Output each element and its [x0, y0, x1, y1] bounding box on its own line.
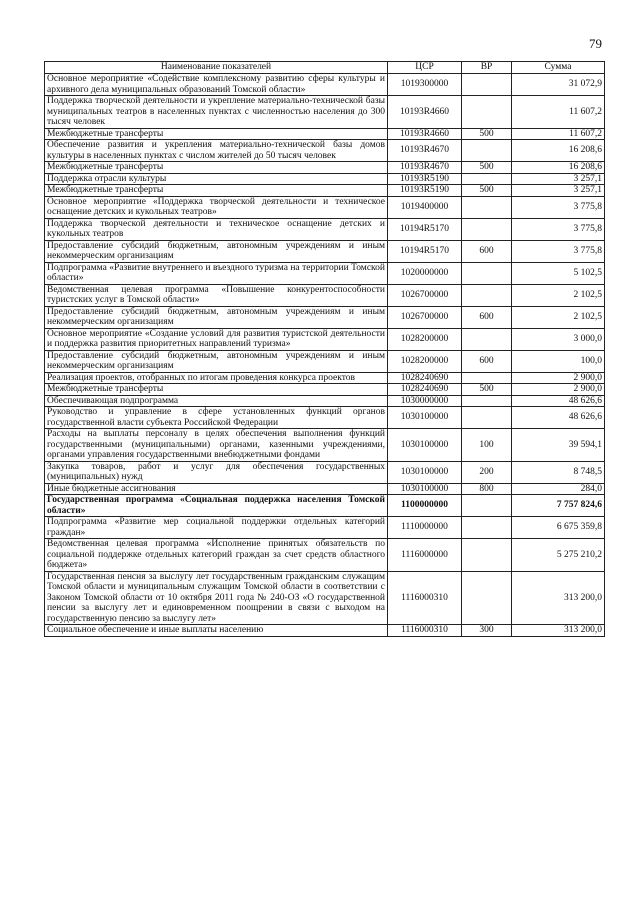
- table-row: [45, 495, 605, 517]
- row-csr-cell: 1030100000: [388, 407, 462, 429]
- row-vr-cell: 600: [462, 306, 512, 328]
- table-row: [45, 96, 605, 129]
- table-row: [45, 539, 605, 572]
- table-row: [45, 328, 605, 350]
- table-row: [45, 173, 605, 185]
- row-csr-cell: 1028200000: [388, 328, 462, 350]
- row-name-cell: Межбюджетные трансферты: [45, 384, 388, 396]
- table-row: [45, 350, 605, 372]
- row-csr-cell: 1030100000: [388, 461, 462, 483]
- row-csr-cell: 1110000000: [388, 517, 462, 539]
- row-vr-cell: 500: [462, 185, 512, 197]
- row-sum-cell: 7 757 824,6: [512, 495, 605, 517]
- row-sum-cell: 6 675 359,8: [512, 517, 605, 539]
- table-row: [45, 384, 605, 396]
- row-name-cell: Основное мероприятие «Поддержка творческой деятельности и техническое оснащение детских и кукольных театров»: [45, 196, 388, 218]
- header-vr: ВР: [462, 62, 512, 74]
- header-sum: Сумма: [512, 62, 605, 74]
- row-sum-cell: 16 208,6: [512, 162, 605, 174]
- row-name-cell: Иные бюджетные ассигнования: [45, 483, 388, 495]
- table-row: [45, 162, 605, 174]
- row-sum-cell: 313 200,0: [512, 625, 605, 637]
- row-name-cell: Межбюджетные трансферты: [45, 128, 388, 140]
- row-vr-cell: [462, 196, 512, 218]
- row-name-cell: Поддержка творческой деятельности и укрепление материально-технической базы муниципальных театров в населенных пунктах с численностью населения до 300 тысяч человек: [45, 96, 388, 129]
- row-name-cell: Подпрограмма «Развитие мер социальной поддержки отдельных категорий граждан»: [45, 517, 388, 539]
- table-row: [45, 407, 605, 429]
- row-name-cell: Межбюджетные трансферты: [45, 162, 388, 174]
- row-name-cell: Закупка товаров, работ и услуг для обеспечения государственных (муниципальных) нужд: [45, 461, 388, 483]
- row-name-cell: Реализация проектов, отобранных по итогам проведения конкурса проектов: [45, 372, 388, 384]
- row-vr-cell: [462, 262, 512, 284]
- row-csr-cell: 1116000310: [388, 625, 462, 637]
- table-row: [45, 372, 605, 384]
- row-csr-cell: 1100000000: [388, 495, 462, 517]
- row-vr-cell: [462, 173, 512, 185]
- row-vr-cell: [462, 407, 512, 429]
- row-sum-cell: 16 208,6: [512, 140, 605, 162]
- row-name-cell: Обеспечение развития и укрепления материально-технической базы домов культуры в населенных пунктах с числом жителей до 50 тысяч человек: [45, 140, 388, 162]
- row-vr-cell: 500: [462, 162, 512, 174]
- row-sum-cell: 2 102,5: [512, 284, 605, 306]
- row-vr-cell: [462, 140, 512, 162]
- table-row: [45, 128, 605, 140]
- row-vr-cell: [462, 539, 512, 572]
- row-csr-cell: 1026700000: [388, 284, 462, 306]
- row-vr-cell: [462, 96, 512, 129]
- row-vr-cell: [462, 74, 512, 96]
- table-row: [45, 196, 605, 218]
- row-sum-cell: 3 257,1: [512, 173, 605, 185]
- row-vr-cell: [462, 517, 512, 539]
- row-name-cell: Основное мероприятие «Создание условий для развития туристской деятельности и поддержка развития приоритетных направлений туризма»: [45, 328, 388, 350]
- row-name-cell: Подпрограмма «Развитие внутреннего и въездного туризма на территории Томской области»: [45, 262, 388, 284]
- row-name-cell: Руководство и управление в сфере установленных функций органов государственной власти субъекта Российской Федерации: [45, 407, 388, 429]
- row-sum-cell: 31 072,9: [512, 74, 605, 96]
- row-vr-cell: [462, 218, 512, 240]
- row-name-cell: Ведомственная целевая программа «Исполнение принятых обязательств по социальной поддержке отдельных категорий граждан за счет средств областного бюджета»: [45, 539, 388, 572]
- table-row: [45, 185, 605, 197]
- table-header-row: [45, 62, 605, 74]
- row-vr-cell: [462, 495, 512, 517]
- table-row: [45, 571, 605, 625]
- row-vr-cell: 100: [462, 429, 512, 462]
- row-sum-cell: 3 000,0: [512, 328, 605, 350]
- row-sum-cell: 5 275 210,2: [512, 539, 605, 572]
- row-csr-cell: 1026700000: [388, 306, 462, 328]
- row-csr-cell: 10194R5170: [388, 218, 462, 240]
- row-name-cell: Предоставление субсидий бюджетным, автономным учреждениям и иным некоммерческим организациям: [45, 350, 388, 372]
- row-vr-cell: 600: [462, 350, 512, 372]
- row-sum-cell: 2 900,0: [512, 384, 605, 396]
- row-csr-cell: 1028200000: [388, 350, 462, 372]
- table-row: [45, 284, 605, 306]
- table-row: [45, 218, 605, 240]
- row-csr-cell: 1028240690: [388, 372, 462, 384]
- row-sum-cell: 100,0: [512, 350, 605, 372]
- row-vr-cell: [462, 328, 512, 350]
- row-csr-cell: 1030000000: [388, 395, 462, 407]
- table-row: [45, 483, 605, 495]
- row-vr-cell: 300: [462, 625, 512, 637]
- row-csr-cell: 1019400000: [388, 196, 462, 218]
- table-row: [45, 395, 605, 407]
- row-name-cell: Основное мероприятие «Содействие комплексному развитию сферы культуры и архивного дела муниципальных образований Томской области»: [45, 74, 388, 96]
- row-sum-cell: 48 626,6: [512, 407, 605, 429]
- table-row: [45, 74, 605, 96]
- table-row: [45, 140, 605, 162]
- row-sum-cell: 11 607,2: [512, 96, 605, 129]
- row-vr-cell: 800: [462, 483, 512, 495]
- table-row: [45, 262, 605, 284]
- row-name-cell: Государственная программа «Социальная поддержка населения Томской области»: [45, 495, 388, 517]
- row-sum-cell: 48 626,6: [512, 395, 605, 407]
- row-name-cell: Социальное обеспечение и иные выплаты населению: [45, 625, 388, 637]
- row-vr-cell: [462, 372, 512, 384]
- row-sum-cell: 3 775,8: [512, 218, 605, 240]
- table-row: [45, 517, 605, 539]
- row-vr-cell: 600: [462, 240, 512, 262]
- row-sum-cell: 3 257,1: [512, 185, 605, 197]
- row-sum-cell: 284,0: [512, 483, 605, 495]
- row-name-cell: Межбюджетные трансферты: [45, 185, 388, 197]
- row-sum-cell: 2 900,0: [512, 372, 605, 384]
- row-csr-cell: 10193R5190: [388, 185, 462, 197]
- table-row: [45, 306, 605, 328]
- header-name: Наименование показателей: [45, 62, 388, 74]
- row-csr-cell: 1020000000: [388, 262, 462, 284]
- row-csr-cell: 10194R5170: [388, 240, 462, 262]
- row-vr-cell: [462, 395, 512, 407]
- table-body: [45, 74, 605, 637]
- row-csr-cell: 1116000310: [388, 571, 462, 625]
- row-csr-cell: 1030100000: [388, 429, 462, 462]
- row-sum-cell: 313 200,0: [512, 571, 605, 625]
- row-sum-cell: 2 102,5: [512, 306, 605, 328]
- page-number: 79: [589, 36, 602, 51]
- row-sum-cell: 8 748,5: [512, 461, 605, 483]
- budget-table: [44, 61, 605, 637]
- row-vr-cell: [462, 571, 512, 625]
- row-name-cell: Расходы на выплаты персоналу в целях обеспечения выполнения функций государственными (муниципальными) органами, казенными учреждениями, органами управления государственными внебюджетными фондами: [45, 429, 388, 462]
- table-row: [45, 461, 605, 483]
- row-sum-cell: 39 594,1: [512, 429, 605, 462]
- row-vr-cell: 500: [462, 384, 512, 396]
- row-sum-cell: 3 775,8: [512, 240, 605, 262]
- row-name-cell: Государственная пенсия за выслугу лет государственным гражданским служащим Томской области и муниципальным служащим Томской области в соответствии с Законом Томской области от 10 октября 2011 года № 240-ОЗ «О государственной пенсии за выслугу лет и единовременном поощрении в связи с выходом на государственную пенсию за выслугу лет»: [45, 571, 388, 625]
- table-row: [45, 240, 605, 262]
- header-csr: ЦСР: [388, 62, 462, 74]
- row-name-cell: Ведомственная целевая программа «Повышение конкурентоспособности туристских услуг в Томской области»: [45, 284, 388, 306]
- row-csr-cell: 1028240690: [388, 384, 462, 396]
- row-csr-cell: 10193R4660: [388, 128, 462, 140]
- row-name-cell: Поддержка творческой деятельности и техническое оснащение детских и кукольных театров: [45, 218, 388, 240]
- row-name-cell: Обеспечивающая подпрограмма: [45, 395, 388, 407]
- row-vr-cell: 500: [462, 128, 512, 140]
- row-csr-cell: 1030100000: [388, 483, 462, 495]
- row-csr-cell: 10193R4660: [388, 96, 462, 129]
- row-name-cell: Поддержка отрасли культуры: [45, 173, 388, 185]
- row-name-cell: Предоставление субсидий бюджетным, автономным учреждениям и иным некоммерческим организациям: [45, 240, 388, 262]
- row-name-cell: Предоставление субсидий бюджетным, автономным учреждениям и иным некоммерческим организациям: [45, 306, 388, 328]
- row-csr-cell: 10193R5190: [388, 173, 462, 185]
- row-sum-cell: 3 775,8: [512, 196, 605, 218]
- row-csr-cell: 1019300000: [388, 74, 462, 96]
- row-csr-cell: 10193R4670: [388, 140, 462, 162]
- row-sum-cell: 5 102,5: [512, 262, 605, 284]
- table-row: [45, 625, 605, 637]
- row-vr-cell: [462, 284, 512, 306]
- row-vr-cell: 200: [462, 461, 512, 483]
- row-csr-cell: 1116000000: [388, 539, 462, 572]
- row-csr-cell: 10193R4670: [388, 162, 462, 174]
- row-sum-cell: 11 607,2: [512, 128, 605, 140]
- table-row: [45, 429, 605, 462]
